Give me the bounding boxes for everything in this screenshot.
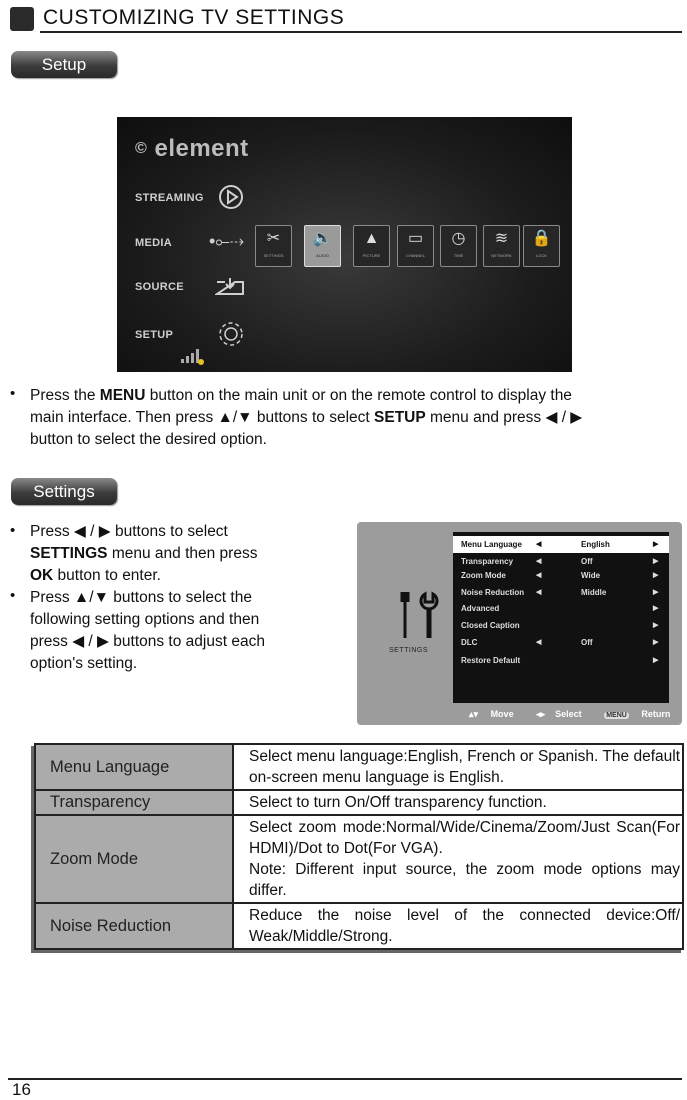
tile-network: ≋ NETWORK: [483, 225, 520, 267]
tile-audio: 🔈 AUDIO: [304, 225, 341, 267]
table-row: [35, 903, 683, 949]
settings-table: [34, 743, 684, 950]
left-arrow-icon: ◀: [536, 639, 542, 646]
settings-icon: ✂: [266, 230, 281, 247]
right-arrow-icon: ▶: [653, 572, 659, 579]
right-arrow-icon: ▶: [653, 657, 659, 664]
settings-row: Transparency ◀ Off ▶: [461, 557, 659, 566]
settings-row: Restore Default ▶: [461, 656, 659, 665]
lock-icon: 🔒: [531, 230, 552, 247]
nav-hints: ▴▾ Move ◂▸ Select MENU Return: [469, 709, 671, 719]
tile-time: ◷ TIME: [440, 225, 477, 267]
settings-row: Advanced ▶: [461, 604, 659, 613]
header-box-icon: [10, 7, 34, 31]
tile-picture: ▲ PICTURE: [353, 225, 390, 267]
table-row: [35, 815, 683, 903]
gear-icon: [217, 320, 245, 353]
left-arrow-icon: ◀: [536, 541, 542, 548]
table-key: Transparency: [35, 790, 233, 815]
settings-row: Noise Reduction ◀ Middle ▶: [461, 588, 659, 597]
footer-rule: [8, 1078, 682, 1080]
tv-icon: ▭: [407, 230, 424, 247]
tile-channel: ▭ CHANNEL: [397, 225, 434, 267]
settings-row: Menu Language ◀ English ▶: [453, 536, 669, 553]
left-right-icon: ◂▸: [536, 709, 546, 719]
brand-logo: © element: [135, 135, 249, 162]
signal-icon: [181, 345, 205, 372]
table-row: [35, 790, 683, 815]
clock-icon: ◷: [451, 230, 466, 247]
settings-icon-label: SETTINGS: [389, 647, 429, 654]
table-key: Menu Language: [35, 744, 233, 790]
settings-row: Closed Caption ▶: [461, 621, 659, 630]
right-arrow-icon: ▶: [653, 558, 659, 565]
tools-icon: [399, 590, 439, 652]
settings-list: [453, 532, 669, 703]
bullet: •: [10, 522, 16, 539]
table-key: Zoom Mode: [35, 815, 233, 903]
menu-item-media: MEDIA: [135, 237, 172, 249]
settings-menu-screenshot: [357, 522, 682, 725]
tile-settings: ✂ SETTINGS: [255, 225, 292, 267]
speaker-icon: 🔈: [312, 230, 333, 247]
table-row: [35, 744, 683, 790]
left-arrow-icon: ◀: [536, 558, 542, 565]
main-menu-screenshot: [117, 117, 572, 372]
page-title: CUSTOMIZING TV SETTINGS: [43, 6, 345, 29]
left-arrow-icon: ◀: [536, 589, 542, 596]
source-icon: [215, 276, 245, 301]
table-desc: Reduce the noise level of the connected device:Off/ Weak/Middle/Strong.: [233, 903, 683, 949]
settings-row: DLC ◀ Off ▶: [461, 638, 659, 647]
menu-item-setup: SETUP: [135, 329, 174, 341]
usb-icon: •⟜⇢: [209, 231, 245, 251]
up-down-icon: ▴▾: [469, 709, 479, 719]
table-key: Noise Reduction: [35, 903, 233, 949]
settings-row: Zoom Mode ◀ Wide ▶: [461, 571, 659, 580]
page-number: 16: [12, 1080, 31, 1099]
bullet: •: [10, 587, 16, 604]
right-arrow-icon: ▶: [653, 639, 659, 646]
right-arrow-icon: ▶: [653, 622, 659, 629]
header-rule: [40, 31, 682, 33]
left-arrow-icon: ◀: [536, 572, 542, 579]
tile-lock: 🔒 LOCK: [523, 225, 560, 267]
right-arrow-icon: ▶: [653, 605, 659, 612]
network-icon: ≋: [494, 230, 509, 247]
menu-item-streaming: STREAMING: [135, 192, 204, 204]
right-arrow-icon: ▶: [653, 541, 659, 548]
section-label-settings: Settings: [11, 478, 117, 505]
menu-key-icon: MENU: [606, 712, 627, 719]
table-desc: Select to turn On/Off transparency function.: [233, 790, 683, 815]
right-arrow-icon: ▶: [653, 589, 659, 596]
section-label-setup: Setup: [11, 51, 117, 78]
table-desc: Select zoom mode:Normal/Wide/Cinema/Zoom/Just Scan(For HDMI)/Dot to Dot(For VGA). Note: Different input source, the zoom mode options may differ.: [233, 815, 683, 903]
table-desc: Select menu language:English, French or Spanish. The default on-screen menu language is English.: [233, 744, 683, 790]
picture-icon: ▲: [363, 230, 380, 247]
menu-item-source: SOURCE: [135, 281, 184, 293]
bullet: •: [10, 385, 16, 402]
play-icon: [217, 183, 245, 217]
